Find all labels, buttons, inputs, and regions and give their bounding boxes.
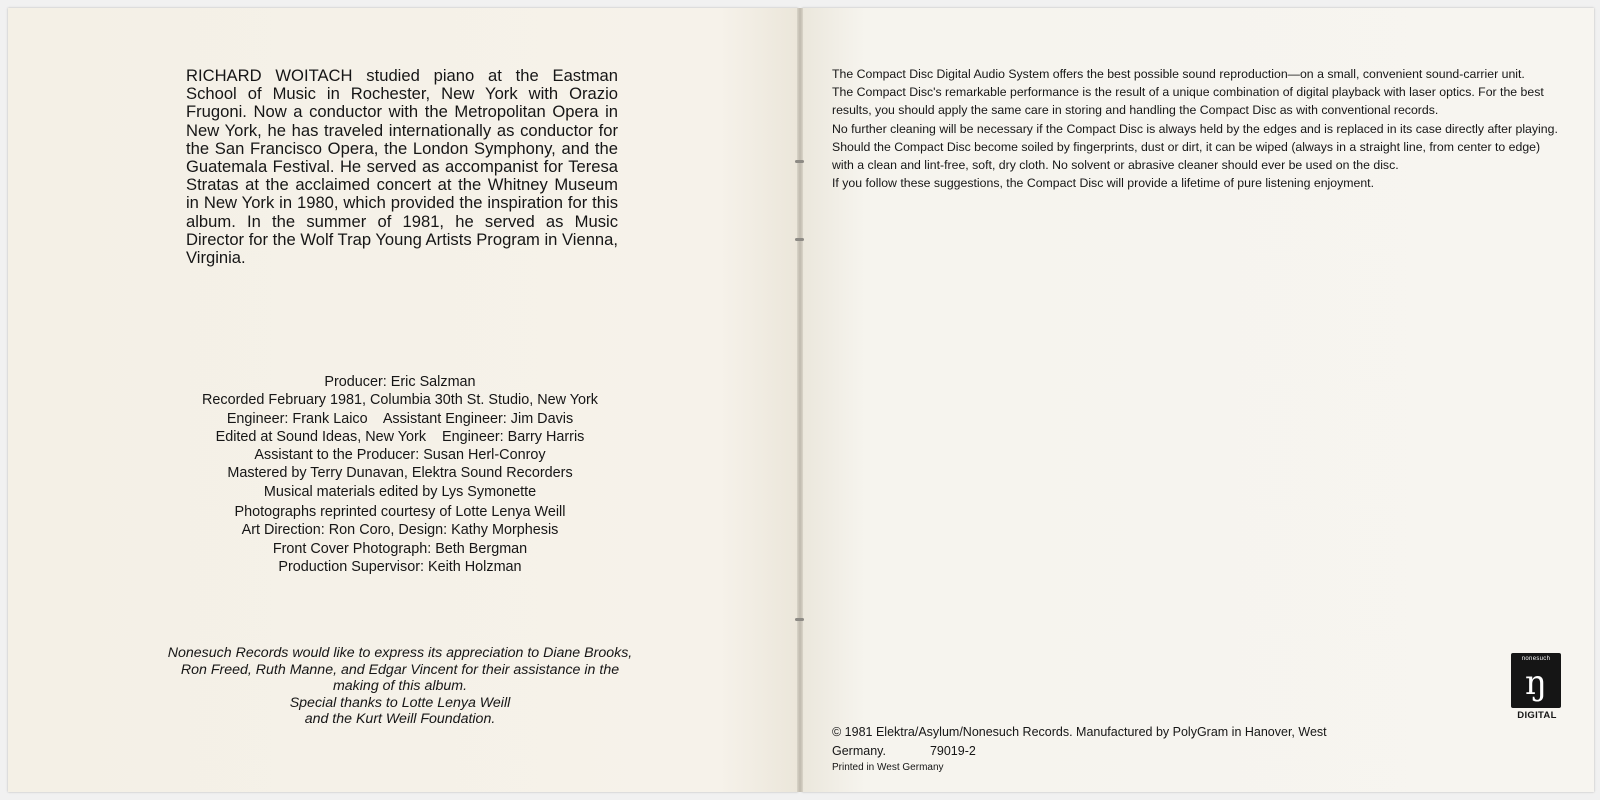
bio-name: RICHARD WOITACH — [186, 66, 353, 85]
credit-line: Photographs reprinted courtesy of Lotte Lenya Weill — [234, 504, 566, 521]
nonesuch-digital-logo — [1511, 653, 1563, 723]
thanks-line: and the Kurt Weill Foundation. — [304, 711, 496, 727]
copyright-footer — [832, 723, 1432, 776]
thanks-line: making of this album. — [332, 678, 468, 694]
cd-paragraph: No further cleaning will be necessary if the Compact Disc is always held by the edges and is replaced in its case directly after playing. Should the Compact Disc become soiled by fingerprints, dust or dirt, it can be wiped (always in a straight line, from center to edge) with a clean and lint-free, soft, dry cloth. No solvent or abrasive cleaner should ever be used on the disc. — [832, 121, 1558, 173]
staple — [795, 160, 804, 163]
thanks-line: Nonesuch Records would like to express its appreciation to Diane Brooks, — [167, 645, 633, 661]
credit-line: Mastered by Terry Dunavan, Elektra Sound Recorders — [227, 465, 573, 482]
credit-line: Musical materials edited by Lys Symonette — [263, 483, 537, 500]
staple — [795, 618, 804, 621]
bio-text: studied piano at the Eastman School of Music in Rochester, New York with Orazio Frugoni. Now a conductor with the Metropolitan Opera in New York, he has traveled internationally as conductor for the San Francisco Opera, the London Symphony, and the Guatemala Festival. He served as accompanist for Teresa Stratas at the acclaimed concert at the Whitney Museum in New York in 1980, which provided the inspiration for this album. In the summer of 1981, he served as Music Director for the Wolf Trap Young Artists Program in Vienna, Virginia. — [186, 66, 618, 268]
thanks-line: Special thanks to Lotte Lenya Weill — [289, 694, 511, 711]
copyright-row — [832, 742, 1432, 761]
cd-paragraph: The Compact Disc's remarkable performance is the result of a unique combination of digital playback with laser optics. For the best results, you should apply the same care in storing and handling the Compact Disc as with conventional records. — [832, 85, 1544, 118]
logo-brand: nonesuch — [1521, 656, 1551, 662]
booklet-spine — [797, 8, 803, 792]
credit-line: Engineer: Frank Laico Assistant Engineer: Jim Davis — [226, 410, 574, 427]
credit-line: Recorded February 1981, Columbia 30th St. Studio, New York — [202, 392, 598, 409]
printed-in: Printed in West Germany — [832, 762, 944, 773]
thanks-line: Ron Freed, Ruth Manne, and Edgar Vincent for their assistance in the — [180, 661, 620, 678]
conductor-bio — [186, 67, 618, 267]
staple — [795, 238, 804, 241]
copyright-line: © 1981 Elektra/Asylum/Nonesuch Records. Manufactured by PolyGram in Hanover, West — [832, 725, 1327, 739]
copyright-line: Germany. — [832, 743, 886, 758]
catalog-number: 79019-2 — [929, 743, 976, 758]
logo-digital-label: DIGITAL — [1517, 710, 1557, 721]
credit-line: Assistant to the Producer: Susan Herl-Conroy — [254, 447, 546, 464]
cd-paragraph: If you follow these suggestions, the Compact Disc will provide a lifetime of pure listening enjoyment. — [832, 176, 1375, 191]
logo-box — [1511, 653, 1561, 708]
credit-line: Producer: Eric Salzman — [324, 374, 476, 390]
compact-disc-care-text — [832, 65, 1562, 192]
logo-glyph-icon: ŋ — [1525, 663, 1547, 703]
credit-line: Art Direction: Ron Coro, Design: Kathy Morphesis — [241, 522, 559, 539]
credit-line: Front Cover Photograph: Beth Bergman — [272, 540, 528, 557]
acknowledgements — [110, 645, 690, 728]
credit-line: Edited at Sound Ideas, New York Engineer: Barry Harris — [215, 428, 585, 445]
production-credits — [170, 373, 630, 576]
credit-line: Production Supervisor: Keith Holzman — [278, 558, 522, 575]
cd-paragraph: The Compact Disc Digital Audio System offers the best possible sound reproduction—on a small, convenient sound-carrier unit. — [832, 67, 1525, 81]
